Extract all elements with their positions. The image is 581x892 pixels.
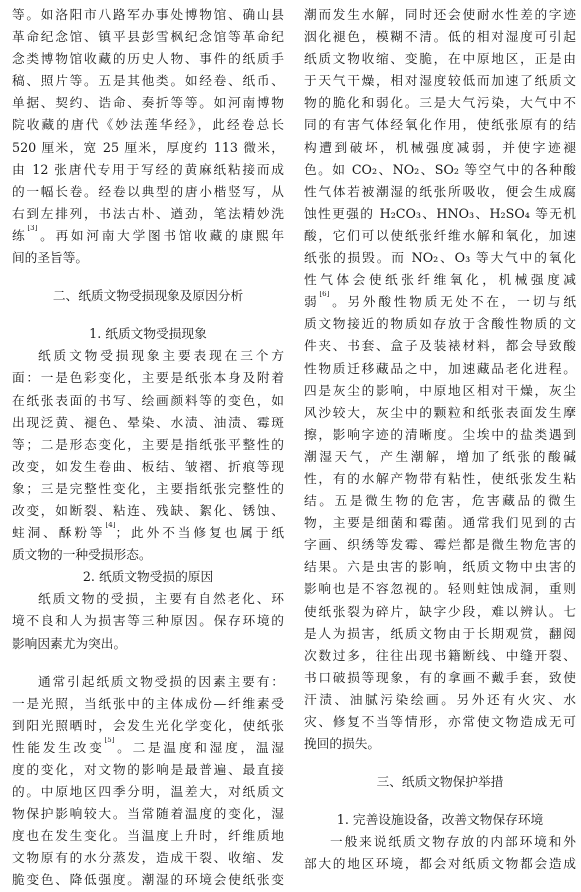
text-line-content: 纸质文物的受损，主要有自然老化、环 <box>38 591 284 607</box>
text-line-content: 结。五是微生物的危害，危害藏品的微生 <box>304 493 576 509</box>
text-line-content: 等。如洛阳市八路军办事处博物馆、确山县 <box>12 7 284 22</box>
text-line-content: 性能发生改变 <box>12 739 105 755</box>
paragraph-gap <box>12 655 284 671</box>
text-line <box>12 610 284 632</box>
text-line <box>12 247 284 269</box>
text-line-content: 弱 <box>304 294 320 310</box>
text-line <box>304 645 576 667</box>
text-line <box>304 446 576 468</box>
text-line <box>12 225 284 247</box>
text-line <box>12 781 284 803</box>
text-line <box>12 633 284 655</box>
text-line-content: 潮而发生水解，同时还会使耐水性差的字迹 <box>304 7 576 22</box>
text-line-content: 物保护影响较大。当常随着温度的变化，湿 <box>12 806 284 822</box>
text-line-content: 次数过多，往往出现书籍断线、中缝开裂、 <box>304 647 576 663</box>
text-line-content: 在纸张表面的书写、绘画颜料等的变色，如 <box>12 392 284 408</box>
section-heading <box>304 771 576 793</box>
text-line-content: 质文物接近的物质如存放于含酸性物质的文 <box>304 316 576 332</box>
text-line <box>12 70 284 92</box>
text-line-continuation: 。再如河南大学图书馆收藏的康熙年 <box>37 227 284 243</box>
text-line-content: 院收藏的唐代《妙法莲华经》，此经卷总长 <box>12 117 284 133</box>
text-line-content: 1. 完善设施设备，改善文物保存环境 <box>336 812 544 828</box>
text-line-content: 的一幅长卷。经卷以典型的唐小楷竖写，从 <box>12 183 284 199</box>
text-line-content: 改变，如发生卷曲、板结、皱褶、折痕等现 <box>12 458 284 474</box>
text-line-content: 擦，影响字迹的清晰度。尘埃中的盐类遇到 <box>304 426 576 442</box>
text-line-content: 质文物的一种受损形态。 <box>12 547 152 563</box>
text-line-content: 同的有害气体经氧化作用，使纸张原有的结 <box>304 117 576 133</box>
text-line <box>304 689 576 711</box>
text-line <box>304 92 576 114</box>
section-heading <box>12 566 284 588</box>
paragraph-gap <box>12 307 284 323</box>
text-line <box>12 456 284 478</box>
text-line <box>304 711 576 733</box>
citation-marker: [3] <box>27 224 38 232</box>
text-line-content: 间的圣旨等。 <box>12 250 89 266</box>
section-heading <box>304 809 576 831</box>
text-line <box>12 203 284 225</box>
text-line-content: 部大的地区环境，都会对纸质文物都会造成 <box>304 856 576 872</box>
text-line <box>12 588 284 610</box>
text-line <box>304 114 576 136</box>
text-line-content: 影响也是不容忽视的。轻则蛀蚀成洞，重则 <box>304 581 576 597</box>
text-line <box>304 468 576 490</box>
text-line-content: 书口破损等现象，有的拿画不戴手套，致使 <box>304 669 576 685</box>
text-line <box>304 203 576 225</box>
text-line <box>304 512 576 534</box>
section-heading <box>12 285 284 307</box>
text-line-content: 度也在发生变化。当温度上升时，纤维质地 <box>12 828 284 844</box>
paragraph-gap <box>304 755 576 771</box>
text-line-content: 出现泛黄、褪色、晕染、水渍、油渍、霉斑 <box>12 414 284 430</box>
text-line <box>12 114 284 136</box>
text-line-content: 纸质文物收缩、变脆，在中原地区，正是由 <box>304 51 576 67</box>
text-line <box>304 70 576 92</box>
text-line-content: 境不良和人为损害等三种原因。保存环境的 <box>12 613 284 629</box>
text-line-content: 三、纸质文物保护举措 <box>376 774 504 790</box>
text-line <box>304 601 576 623</box>
text-line-content: 度的变化，对文物的影响是最普遍、最直接 <box>12 762 284 777</box>
text-line <box>304 402 576 424</box>
text-line <box>304 335 576 357</box>
text-line <box>304 556 576 578</box>
paragraph-gap <box>12 269 284 285</box>
text-line-content: 改变，如断裂、粘连、残缺、絮化、锈蚀、 <box>12 502 284 518</box>
text-line <box>304 181 576 203</box>
text-line <box>12 715 284 737</box>
text-line <box>304 291 576 313</box>
text-line-content: 单据、契约、诰命、奏折等等。如河南博物 <box>12 95 284 111</box>
text-line-content: 风沙较大，灰尘中的颗粒和纸张表面发生摩 <box>304 404 576 420</box>
text-line <box>12 522 284 544</box>
text-line-content: 物的脆化和弱化。三是大气污染，大气中不 <box>304 95 576 111</box>
text-line-content: 象；三是完整性变化，主要指纸张完整性的 <box>12 480 284 496</box>
text-line <box>304 137 576 159</box>
text-line <box>304 733 576 755</box>
text-line-content: 纸张的损毁。而 NO₂、O₃ 等大气中的氧化 <box>304 250 576 266</box>
text-line-content: 结果。六是虫害的影响，纸质文物中虫害的 <box>304 559 576 575</box>
text-line-content: 使纸张裂为碎片，缺字少段，难以辨认。七 <box>304 603 576 619</box>
text-line-content: 汗渍、油腻污染绘画。另外还有火灾、水 <box>304 691 576 707</box>
text-line-content: 念类博物馆收藏的历史人物、事件的纸质手 <box>12 51 284 67</box>
text-line <box>304 247 576 269</box>
left-column <box>12 4 284 892</box>
text-line-content: 通常引起纸质文物受损的因素主要有： <box>38 673 284 689</box>
text-line <box>304 578 576 600</box>
text-line <box>12 4 284 26</box>
text-line-content: 字画、织绣等发霉、霉烂都是微生物危害的 <box>304 537 576 553</box>
text-line-content: 等；二是形态变化，主要是指纸张平整性的 <box>12 436 284 452</box>
text-line <box>304 424 576 446</box>
text-line <box>12 412 284 434</box>
text-line <box>12 181 284 203</box>
text-line-content: 右到左排列，书法古朴、遒劲，笔法精妙洗 <box>12 205 284 221</box>
text-line <box>304 225 576 247</box>
citation-marker: [4] <box>105 522 116 530</box>
text-line <box>12 500 284 522</box>
text-line-content: 练 <box>12 227 28 243</box>
text-line-content: 酸，它们可以使纸张纤维水解和氧化，加速 <box>304 227 576 243</box>
section-heading <box>12 323 284 345</box>
text-line <box>304 667 576 689</box>
text-line <box>304 4 576 26</box>
text-line-content: 影响因素尤为突出。 <box>12 635 127 651</box>
text-line <box>304 380 576 402</box>
text-line-content: 于天气干燥，相对湿度较低而加速了纸质文 <box>304 73 576 89</box>
text-line <box>12 693 284 715</box>
text-line <box>12 825 284 847</box>
text-line-content: 构遭到破坏，机械强度减弱，并使字迹褪 <box>304 139 576 155</box>
text-line-content: 蚀性更强的 H₂CO₃、HNO₃、H₂SO₄ 等无机 <box>304 205 576 221</box>
text-line-content: 性，有的水解产物带有粘性，使纸张发生粘 <box>304 470 576 486</box>
text-line <box>12 92 284 114</box>
text-line <box>304 534 576 556</box>
text-line <box>12 847 284 869</box>
text-line <box>12 544 284 566</box>
text-line-content: 1. 纸质文物受损现象 <box>89 326 207 342</box>
text-line-content: 纸质文物受损现象主要表现在三个方 <box>38 348 284 364</box>
text-line-content: 潮湿天气，产生潮解，增加了纸张的酸碱 <box>304 448 576 464</box>
text-line <box>304 853 576 875</box>
text-line <box>12 434 284 456</box>
text-line <box>304 358 576 380</box>
text-line <box>304 26 576 48</box>
text-line-content: 是人为损害，纸质文物由于长期观赏，翻阅 <box>304 625 576 641</box>
text-line <box>12 759 284 781</box>
text-line-content: 件夹、书套、盒子及装裱材料，都会导致酸 <box>304 338 576 354</box>
text-line-content: 挽回的损失。 <box>304 736 381 752</box>
text-line-content: 蛀洞、酥粉等 <box>12 525 106 541</box>
text-line-content: 性气体会使纸张纤维氧化，机械强度减 <box>304 272 576 288</box>
citation-marker: [6] <box>319 291 330 299</box>
text-line <box>304 831 576 853</box>
text-line-content: 灾、修复不当等情形，亦常使文物造成无可 <box>304 714 576 729</box>
text-line-content: 由 12 张唐代专用于写经的黄麻纸粘接而成 <box>12 161 284 177</box>
text-line-content: 革命纪念馆、镇平县彭雪枫纪念馆等革命纪 <box>12 29 284 45</box>
text-line <box>12 137 284 159</box>
text-line <box>12 367 284 389</box>
text-line-content: 的。中原地区四季分明，温差大，对纸质文 <box>12 784 284 800</box>
text-line <box>12 671 284 693</box>
text-line <box>304 48 576 70</box>
text-line-content: 色。如 CO₂、NO₂、SO₂ 等空气中的各种酸 <box>304 161 576 177</box>
text-line-content: 文物原有的水分蒸发，造成干裂、收缩、发 <box>12 850 284 866</box>
text-line-content: 稿、照片等。五是其他类。如经卷、纸币、 <box>12 73 284 89</box>
text-line <box>304 490 576 512</box>
text-line <box>12 48 284 70</box>
text-line-continuation: 。二是温度和湿度，温湿 <box>114 739 284 755</box>
text-line <box>12 478 284 500</box>
text-line-content: 到阳光照晒时，会发生光化学变化，使纸张 <box>12 717 284 733</box>
text-line <box>12 390 284 412</box>
text-line <box>12 869 284 891</box>
text-line-continuation: ；此外不当修复也属于纸 <box>115 525 284 541</box>
text-line <box>304 313 576 335</box>
text-line <box>12 26 284 48</box>
text-line-content: 性物质迁移藏品之中，加速藏品老化进程。 <box>304 360 576 376</box>
text-line-content: 四是灰尘的影响，中原地区相对干燥，灰尘 <box>304 382 576 398</box>
text-line-content: 脆变色、降低强度。潮湿的环境会使纸张变 <box>12 872 284 888</box>
text-line-content: 物，主要是细菌和霉菌。通常我们见到的古 <box>304 515 576 531</box>
citation-marker: [5] <box>104 736 115 744</box>
text-line <box>12 803 284 825</box>
text-line-content: 洇化褪色，模糊不清。低的相对湿度可引起 <box>304 29 576 45</box>
text-line <box>12 159 284 181</box>
text-line-content: 面：一是色彩变化，主要是纸张本身及附着 <box>12 370 284 386</box>
text-line-content: 2. 纸质文物受损的原因 <box>82 569 214 585</box>
text-line <box>304 623 576 645</box>
text-line-content: 一是光照，当纸张中的主体成份—纤维素受 <box>12 695 284 711</box>
text-line-content: 二、纸质文物受损现象及原因分析 <box>52 288 244 304</box>
paragraph-gap <box>304 793 576 809</box>
text-line-content: 一般来说纸质文物存放的内部环境和外 <box>330 834 576 850</box>
text-line-content: 520 厘米，宽 25 厘米，厚度约 113 微米， <box>12 139 284 155</box>
text-line <box>304 269 576 291</box>
text-line-continuation: 。另外酸性物质无处不在，一切与纸 <box>329 294 576 310</box>
right-column <box>304 4 576 876</box>
text-line <box>12 737 284 759</box>
text-line <box>304 159 576 181</box>
text-line <box>12 345 284 367</box>
text-line-content: 性气体若被潮湿的纸张所吸收，便会生成腐 <box>304 183 576 199</box>
